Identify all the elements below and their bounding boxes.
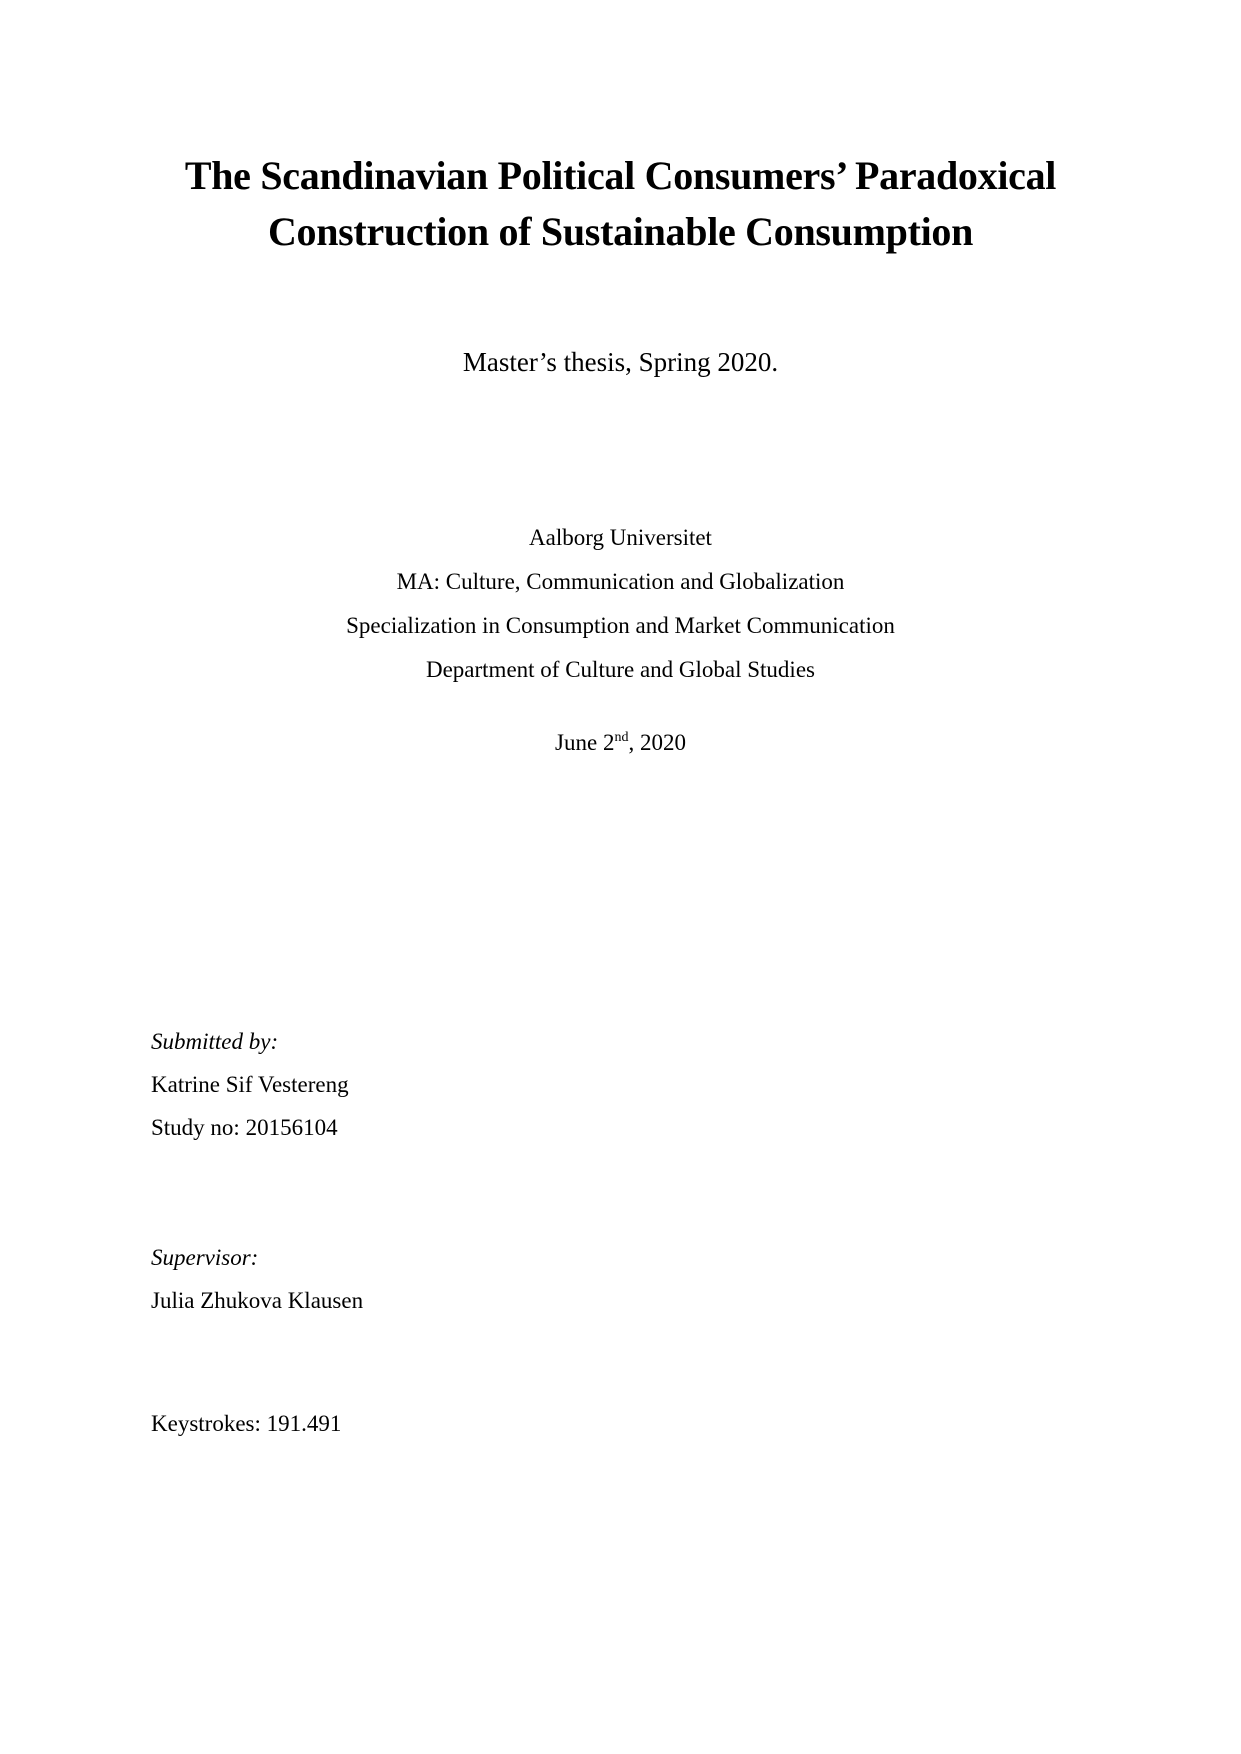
affiliation-block xyxy=(0,516,1241,692)
study-number: Study no: 20156104 xyxy=(151,1115,338,1140)
program-name: MA: Culture, Communication and Globalization xyxy=(396,569,845,594)
date-prefix: June 2 xyxy=(555,730,615,755)
title-line-2: Construction of Sustainable Consumption xyxy=(267,209,974,254)
document-title xyxy=(0,148,1241,260)
submission-date xyxy=(0,728,1241,762)
author-name: Katrine Sif Vestereng xyxy=(151,1072,349,1097)
university-name: Aalborg Universitet xyxy=(529,525,712,550)
submitted-by-block xyxy=(151,1020,349,1149)
date-suffix: , 2020 xyxy=(628,730,686,755)
specialization: Specialization in Consumption and Market Communication xyxy=(346,613,895,638)
title-line-1: The Scandinavian Political Consumers’ Paradoxical xyxy=(184,153,1057,198)
submitted-by-label: Submitted by: xyxy=(151,1029,279,1054)
date-ordinal-suffix: nd xyxy=(614,730,629,745)
supervisor-label: Supervisor: xyxy=(151,1245,259,1270)
supervisor-block xyxy=(151,1236,363,1322)
document-subtitle: Master’s thesis, Spring 2020. xyxy=(462,347,779,377)
department: Department of Culture and Global Studies xyxy=(425,657,815,682)
keystrokes-count: Keystrokes: 191.491 xyxy=(151,1411,342,1436)
supervisor-name: Julia Zhukova Klausen xyxy=(151,1288,364,1313)
